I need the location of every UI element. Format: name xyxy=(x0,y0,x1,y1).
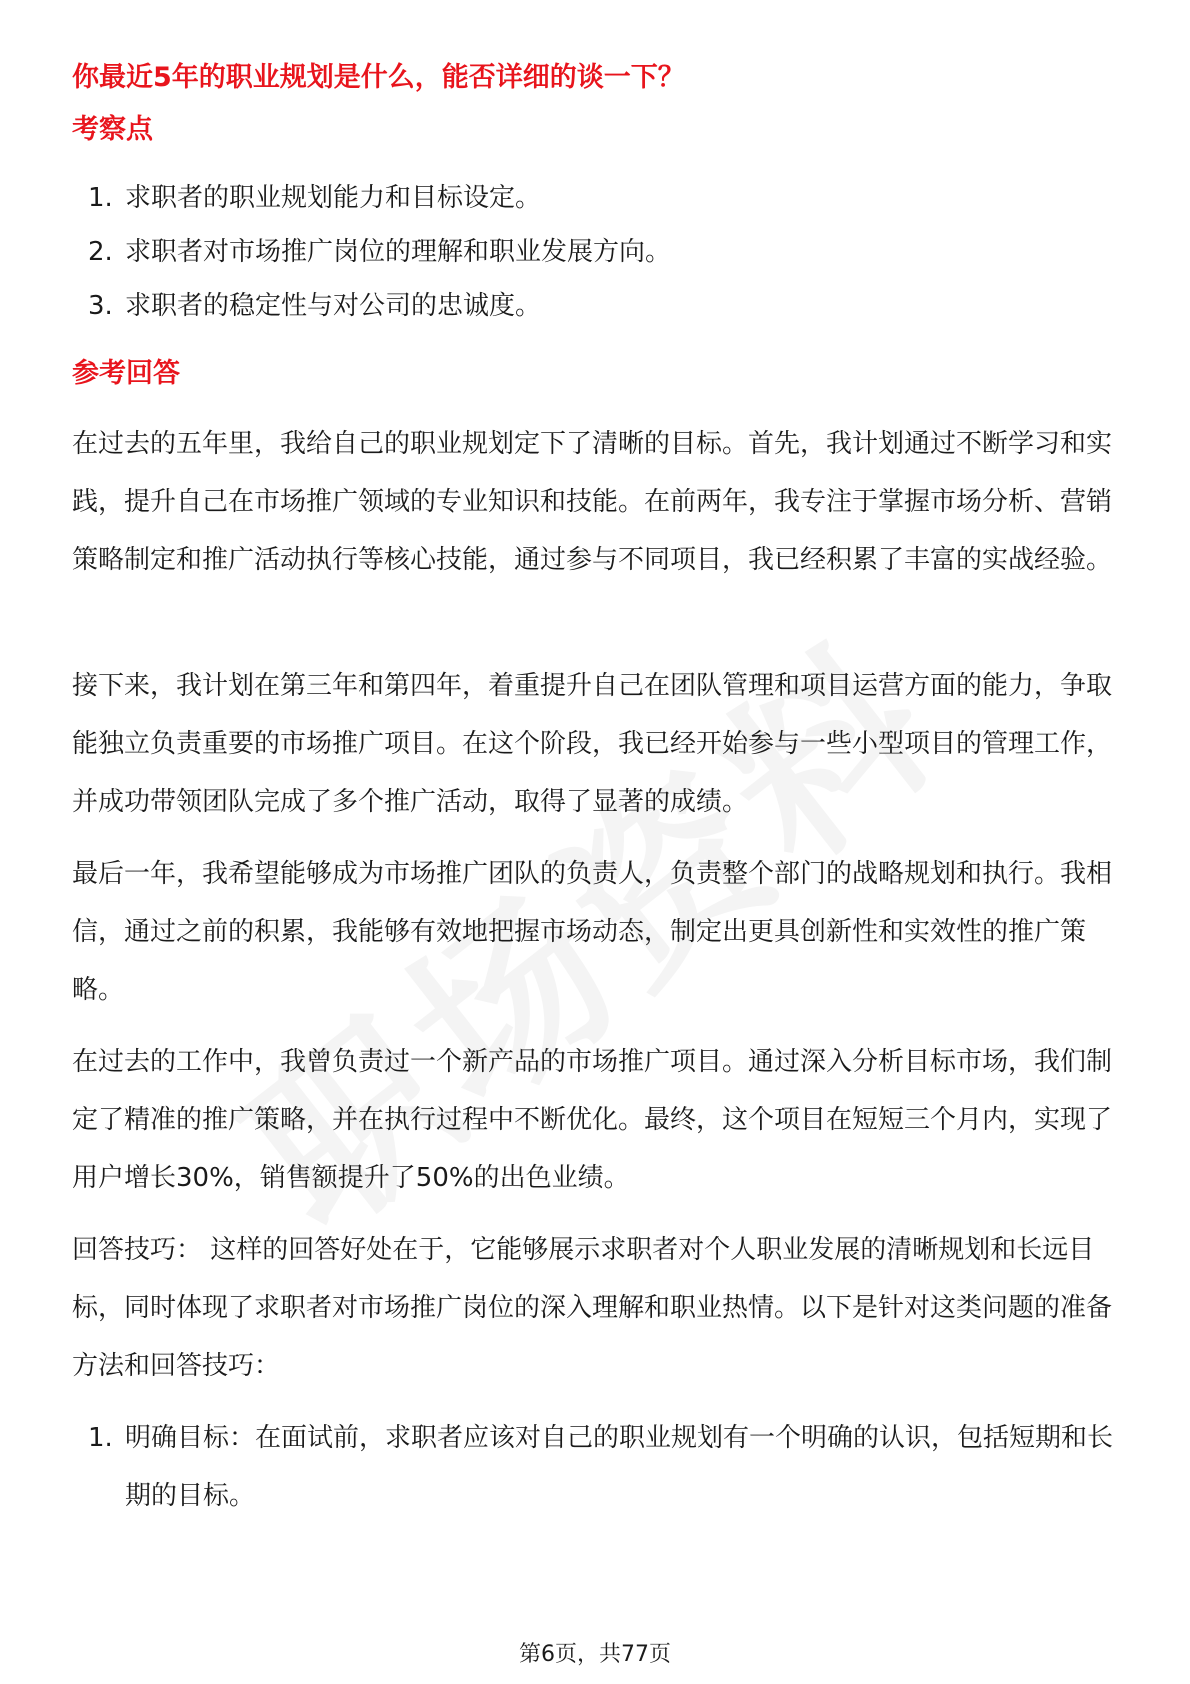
list-item-text: 明确目标：在面试前，求职者应该对自己的职业规划有一个明确的认识，包括短期和长期的目标。 xyxy=(125,1423,1114,1511)
answer-paragraph: 在过去的五年里，我给自己的职业规划定下了清晰的目标。首先，我计划通过不断学习和实践，提升自己在市场推广领域的专业知识和技能。在前两年，我专注于掌握市场分析、营销策略制定和推广活动执行等核心技能，通过参与不同项目，我已经积累了丰富的实战经验。 xyxy=(72,429,1113,575)
answer-paragraph: 在过去的工作中，我曾负责过一个新产品的市场推广项目。通过深入分析目标市场，我们制定了精准的推广策略，并在执行过程中不断优化。最终，这个项目在短短三个月内，实现了用户增长30%，销售额提升了50%的出色业绩。 xyxy=(72,1047,1113,1193)
list-item-number: 3. xyxy=(88,291,113,321)
list-item-text: 求职者的职业规划能力和目标设定。 xyxy=(125,183,542,213)
answer-paragraph: 最后一年，我希望能够成为市场推广团队的负责人，负责整个部门的战略规划和执行。我相信，通过之前的积累，我能够有效地把握市场动态，制定出更具创新性和实效性的推广策略。 xyxy=(72,859,1113,1005)
list-item-number: 1. xyxy=(88,183,113,213)
list-item-text: 求职者对市场推广岗位的理解和职业发展方向。 xyxy=(125,237,672,267)
list-item-number: 1. xyxy=(88,1423,113,1453)
section-heading-reference-answer: 参考回答 xyxy=(72,358,180,389)
question-title: 你最近5年的职业规划是什么，能否详细的谈一下？ xyxy=(72,62,685,93)
section-heading-examination-points: 考察点 xyxy=(72,114,153,145)
page-footer: 第6页，共77页 xyxy=(519,1642,671,1667)
answer-tips-paragraph: 回答技巧： 这样的回答好处在于，它能够展示求职者对个人职业发展的清晰规划和长远目标，同时体现了求职者对市场推广岗位的深入理解和职业热情。以下是针对这类问题的准备方法和回答技巧： xyxy=(72,1235,1113,1381)
list-item-number: 2. xyxy=(88,237,113,267)
answer-paragraph: 接下来，我计划在第三年和第四年，着重提升自己在团队管理和项目运营方面的能力，争取能独立负责重要的市场推广项目。在这个阶段，我已经开始参与一些小型项目的管理工作，并成功带领团队完成了多个推广活动，取得了显著的成绩。 xyxy=(72,671,1113,817)
list-item-text: 求职者的稳定性与对公司的忠诚度。 xyxy=(125,291,542,321)
